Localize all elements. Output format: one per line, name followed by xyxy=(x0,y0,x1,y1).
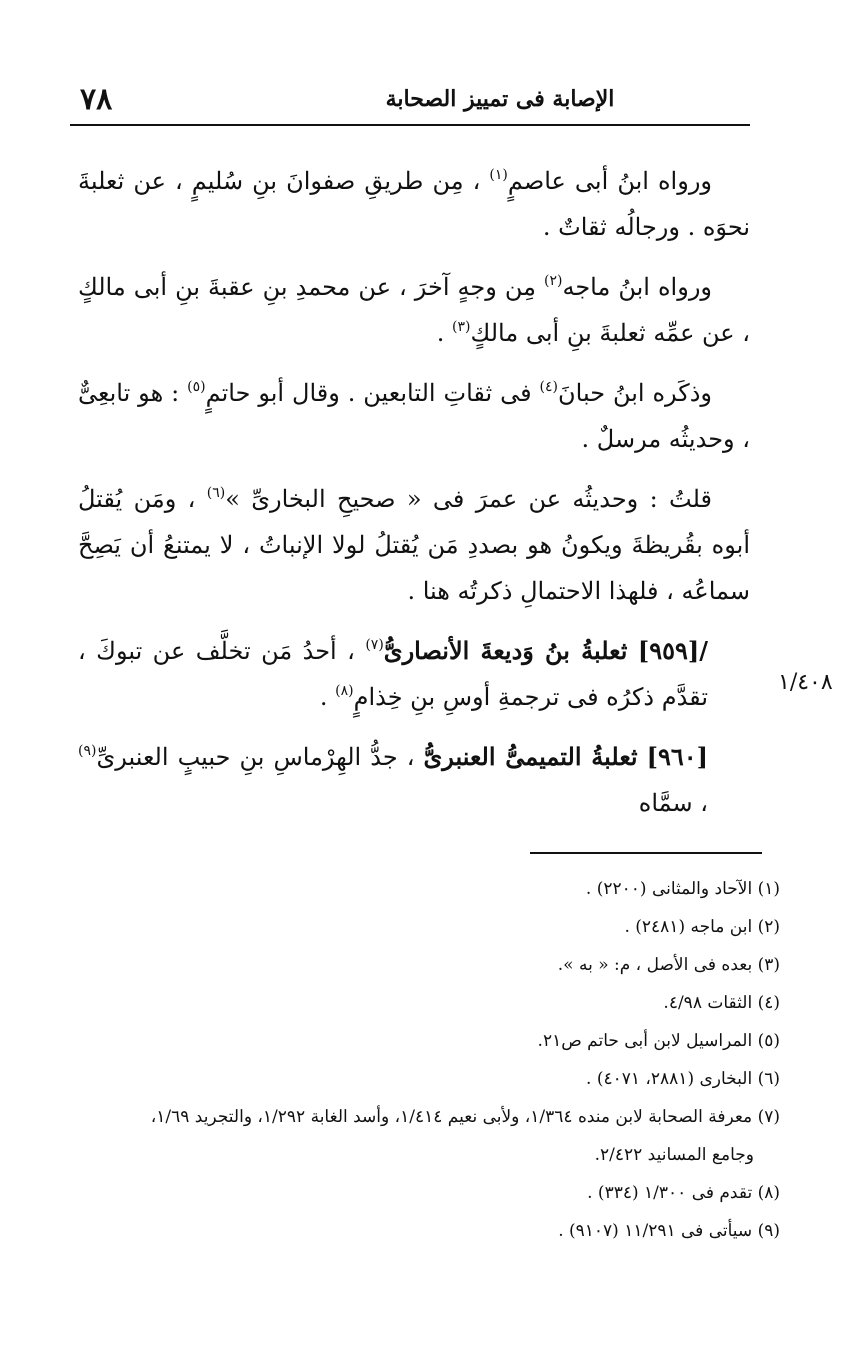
footnote-ref[interactable]: (٧) xyxy=(365,637,384,653)
footnote-ref[interactable]: (٥) xyxy=(187,379,206,395)
page-number: ٧٨ xyxy=(80,82,113,117)
footnote-ref[interactable]: (٦) xyxy=(206,485,226,501)
footnote-ref[interactable]: (٢) xyxy=(544,273,563,289)
footnote: (٤) الثقات ٤/٩٨. xyxy=(663,993,780,1013)
running-title: الإصابة فى تمييز الصحابة xyxy=(385,86,615,112)
footnote: (٧) معرفة الصحابة لابن منده ١/٣٦٤، ولأبى نعيم ١/٤١٤، وأسد الغابة ١/٢٩٢، والتجريد ١/٦٩، xyxy=(150,1107,780,1127)
footnote: (٣) بعده فى الأصل ، م: « به ». xyxy=(557,955,780,975)
paragraph: ورواه ابنُ أبى عاصمٍ$^{(١)}$ ، مِن طريقِ صفوانَ بنِ سُليمٍ ، عن ثعلبةَ نحوَه . ورجالُه ثقاتٌ . xyxy=(78,167,750,241)
footnotes xyxy=(60,870,780,1250)
footnote: (٨) تقدم فى ١/٣٠٠ (٣٣٤) . xyxy=(587,1183,780,1203)
entry-number: ٩٦٠ xyxy=(657,742,697,771)
footnote: (٥) المراسيل لابن أبى حاتم ص٢١. xyxy=(537,1031,780,1051)
footnote-ref[interactable]: (٣) xyxy=(452,319,471,335)
footnote: (٦) البخارى (٢٨٨١، ٤٠٧١) . xyxy=(586,1069,780,1089)
biography-entry: [٩٦٠] ثعلبةُ التميمىُّ العنبرىُّ ، جدُّ الهِرْماسِ بنِ حبيبٍ العنبرىِّ$^{(٩)}$ ، سمَّاه xyxy=(78,742,708,817)
entry-name: ثعلبةُ بنُ وَديعةَ الأنصارىُّ xyxy=(383,636,628,665)
page-header xyxy=(70,82,750,122)
footnote: (٢) ابن ماجه (٢٤٨١) . xyxy=(624,917,780,937)
footnote-separator xyxy=(530,852,762,854)
entry-name: ثعلبةُ التميمىُّ العنبرىُّ xyxy=(423,742,638,771)
footnote-ref[interactable]: (٨) xyxy=(335,683,354,699)
paragraph: قلتُ : وحديثُه عن عمرَ فى « صحيحِ البخارىِّ »$^{(٦)}$ ، ومَن يُقتلُ أبوه بقُريظةَ ويكونُ هو بصددِ مَن يُقتلُ لولا الإنباتُ ، لا يمتنعُ أن يَصِحَّ سماعُه ، فلهذا الاحتمالِ ذكرتُه هنا . xyxy=(78,485,751,605)
footnote-ref[interactable]: (٤) xyxy=(539,379,559,395)
footnote-ref[interactable]: (٩) xyxy=(78,743,97,759)
header-rule xyxy=(70,124,750,126)
main-text xyxy=(78,158,750,840)
entry-marker: /[ xyxy=(687,636,708,665)
biography-entry: /[٩٥٩] ثعلبةُ بنُ وَديعةَ الأنصارىُّ$^{(٧)}$ ، أحدُ مَن تخلَّف عن تبوكَ ، تقدَّم ذكرُه فى ترجمةِ أوسِ بنِ خِذامٍ$^{(٨)}$ . xyxy=(78,636,708,711)
entry-marker: [ xyxy=(696,742,708,771)
margin-page-reference: ١/٤٠٨ xyxy=(778,670,833,695)
paragraph: ورواه ابنُ ماجه$^{(٢)}$ مِن وجهٍ آخرَ ، عن محمدِ بنِ عقبةَ بنِ أبى مالكٍ ، عن عمِّه ثعلبةَ بنِ أبى مالكٍ$^{(٣)}$ . xyxy=(78,273,750,347)
footnote: (١) الآحاد والمثانى (٢٢٠٠) . xyxy=(585,879,780,899)
footnote-continuation: وجامع المسانيد ٢/٤٢٢. xyxy=(594,1145,754,1165)
footnote-ref[interactable]: (١) xyxy=(489,167,508,183)
footnote: (٩) سيأتى فى ١١/٢٩١ (٩١٠٧) . xyxy=(558,1221,780,1241)
entry-number: ٩٥٩ xyxy=(649,636,688,665)
paragraph: وذكَره ابنُ حبانَ$^{(٤)}$ فى ثقاتِ التابعين . وقال أبو حاتمٍ$^{(٥)}$ : هو تابعِىٌّ ، وحديثُه مرسلٌ . xyxy=(78,379,750,453)
